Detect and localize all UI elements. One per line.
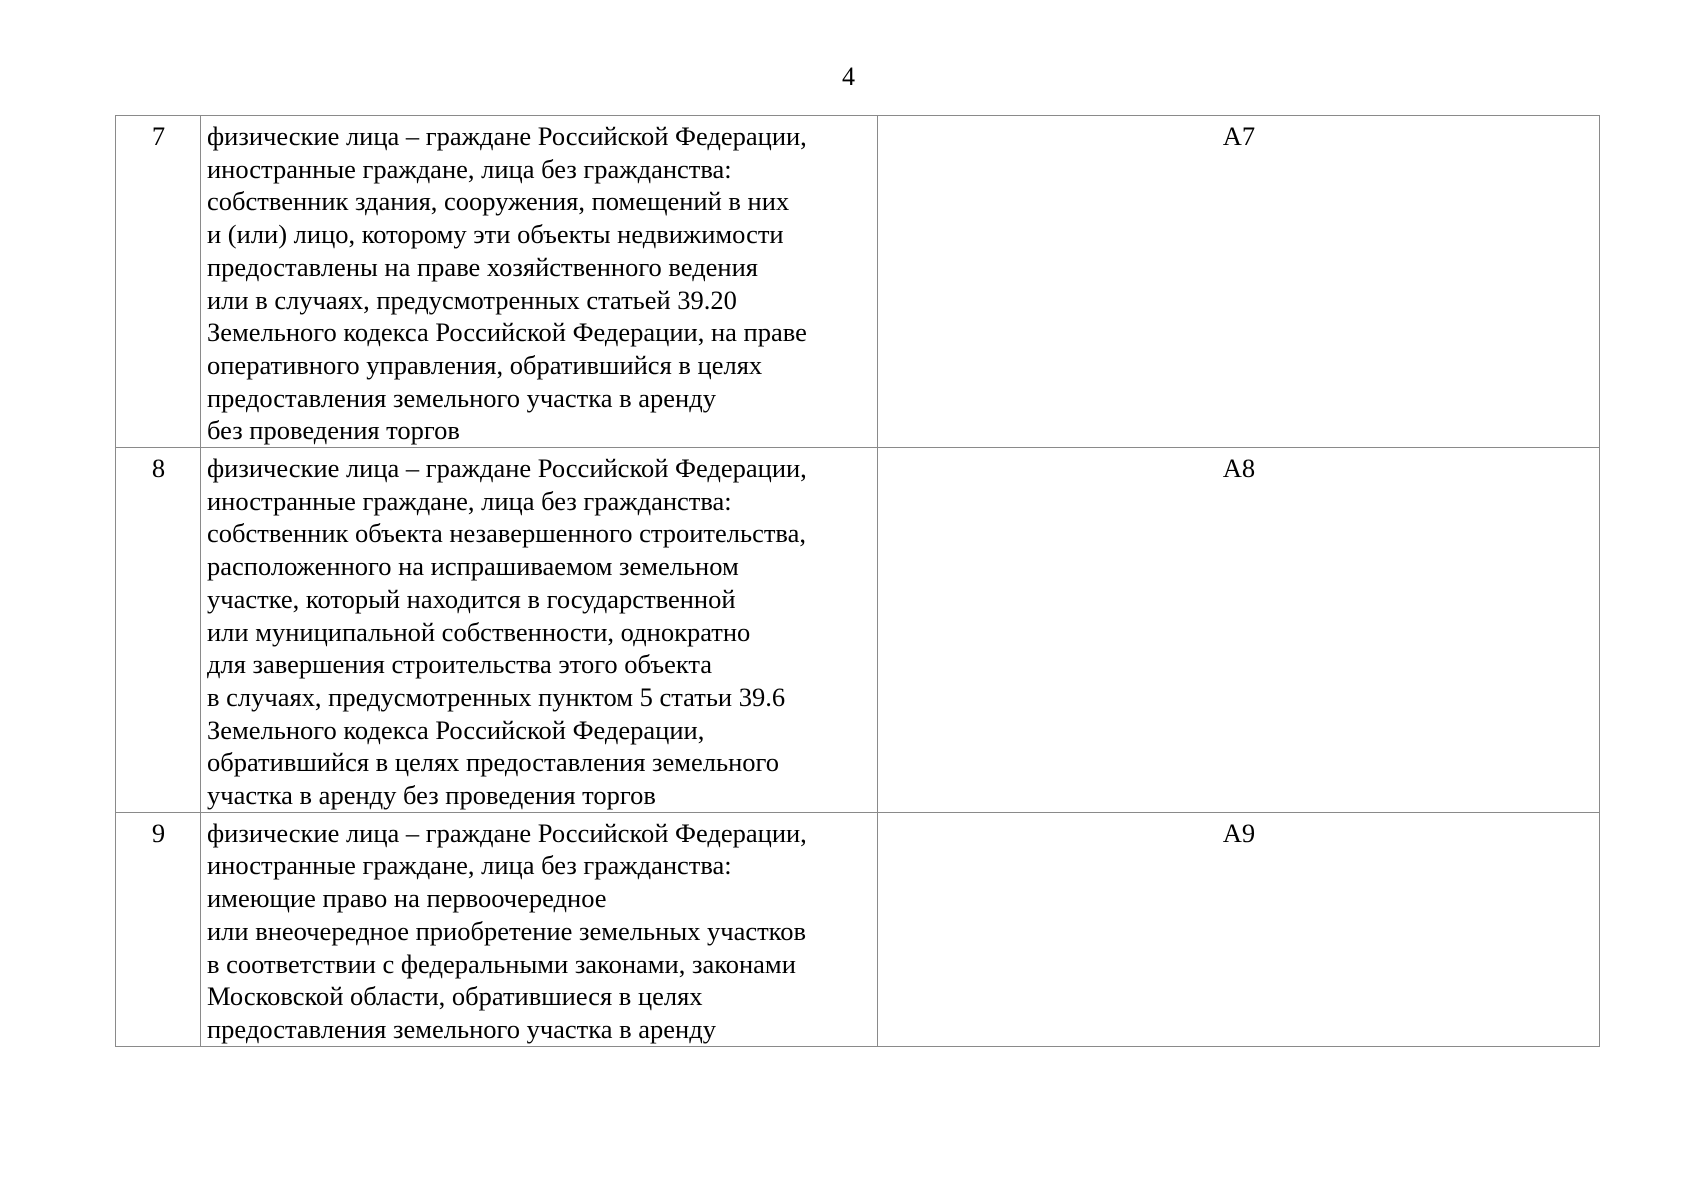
description-line: физические лица – граждане Российской Федерации, (207, 121, 807, 151)
row-number: 9 (116, 812, 201, 1046)
table-row (116, 448, 1600, 813)
description-line: расположенного на испрашиваемом земельном (207, 551, 739, 582)
applicant-code: А7 (878, 116, 1600, 448)
table-row (116, 116, 1600, 448)
table-body (116, 116, 1600, 1047)
description-line: собственник здания, сооружения, помещений в них (207, 186, 790, 217)
description-line: Земельного кодекса Российской Федерации, (207, 714, 705, 745)
description-line: в соответствии с федеральными законами, законами (207, 948, 796, 979)
description-line: в случаях, предусмотренных пунктом 5 статьи 39.6 (207, 681, 786, 712)
description-line: имеющие право на первоочередное (207, 883, 607, 914)
applicant-description (201, 116, 878, 448)
description-line: для завершения строительства этого объекта (207, 649, 713, 680)
applicant-code: А8 (878, 448, 1600, 813)
description-line: собственник объекта незавершенного строительства, (207, 518, 806, 549)
description-line: предоставления земельного участка в аренду (207, 382, 716, 413)
description-line: физические лица – граждане Российской Федерации, (207, 453, 807, 484)
description-line: и (или) лицо, которому эти объекты недвижимости (207, 219, 784, 250)
description-line: Земельного кодекса Российской Федерации, на праве (207, 317, 807, 348)
description-line: без проведения торгов (207, 415, 460, 446)
row-number: 7 (116, 116, 201, 448)
applicant-category-table (115, 115, 1600, 1047)
description-line: предоставлены на праве хозяйственного ведения (207, 251, 758, 282)
description-line: иностранные граждане, лица без гражданства: (207, 485, 732, 516)
row-number: 8 (116, 448, 201, 813)
description-line: предоставления земельного участка в аренду (207, 1013, 716, 1044)
table-row (116, 812, 1600, 1046)
description-line: обратившийся в целях предоставления земельного (207, 747, 780, 778)
applicant-description (201, 448, 878, 813)
description-line: участке, который находится в государственной (207, 583, 736, 614)
applicant-description (201, 812, 878, 1046)
description-line: участка в аренду без проведения торгов (207, 780, 656, 811)
description-line: или внеочередное приобретение земельных участков (207, 915, 806, 946)
description-line: или муниципальной собственности, однократно (207, 616, 751, 647)
description-line: Московской области, обратившиеся в целях (207, 981, 703, 1012)
description-line: оперативного управления, обратившийся в целях (207, 349, 763, 380)
description-line: иностранные граждане, лица без гражданства: (207, 850, 732, 881)
description-line: физические лица – граждане Российской Федерации, (207, 817, 807, 848)
description-line: или в случаях, предусмотренных статьей 39.20 (207, 284, 737, 315)
description-line: иностранные граждане, лица без гражданства: (207, 153, 732, 184)
applicant-code: А9 (878, 812, 1600, 1046)
page-number: 4 (842, 62, 855, 91)
